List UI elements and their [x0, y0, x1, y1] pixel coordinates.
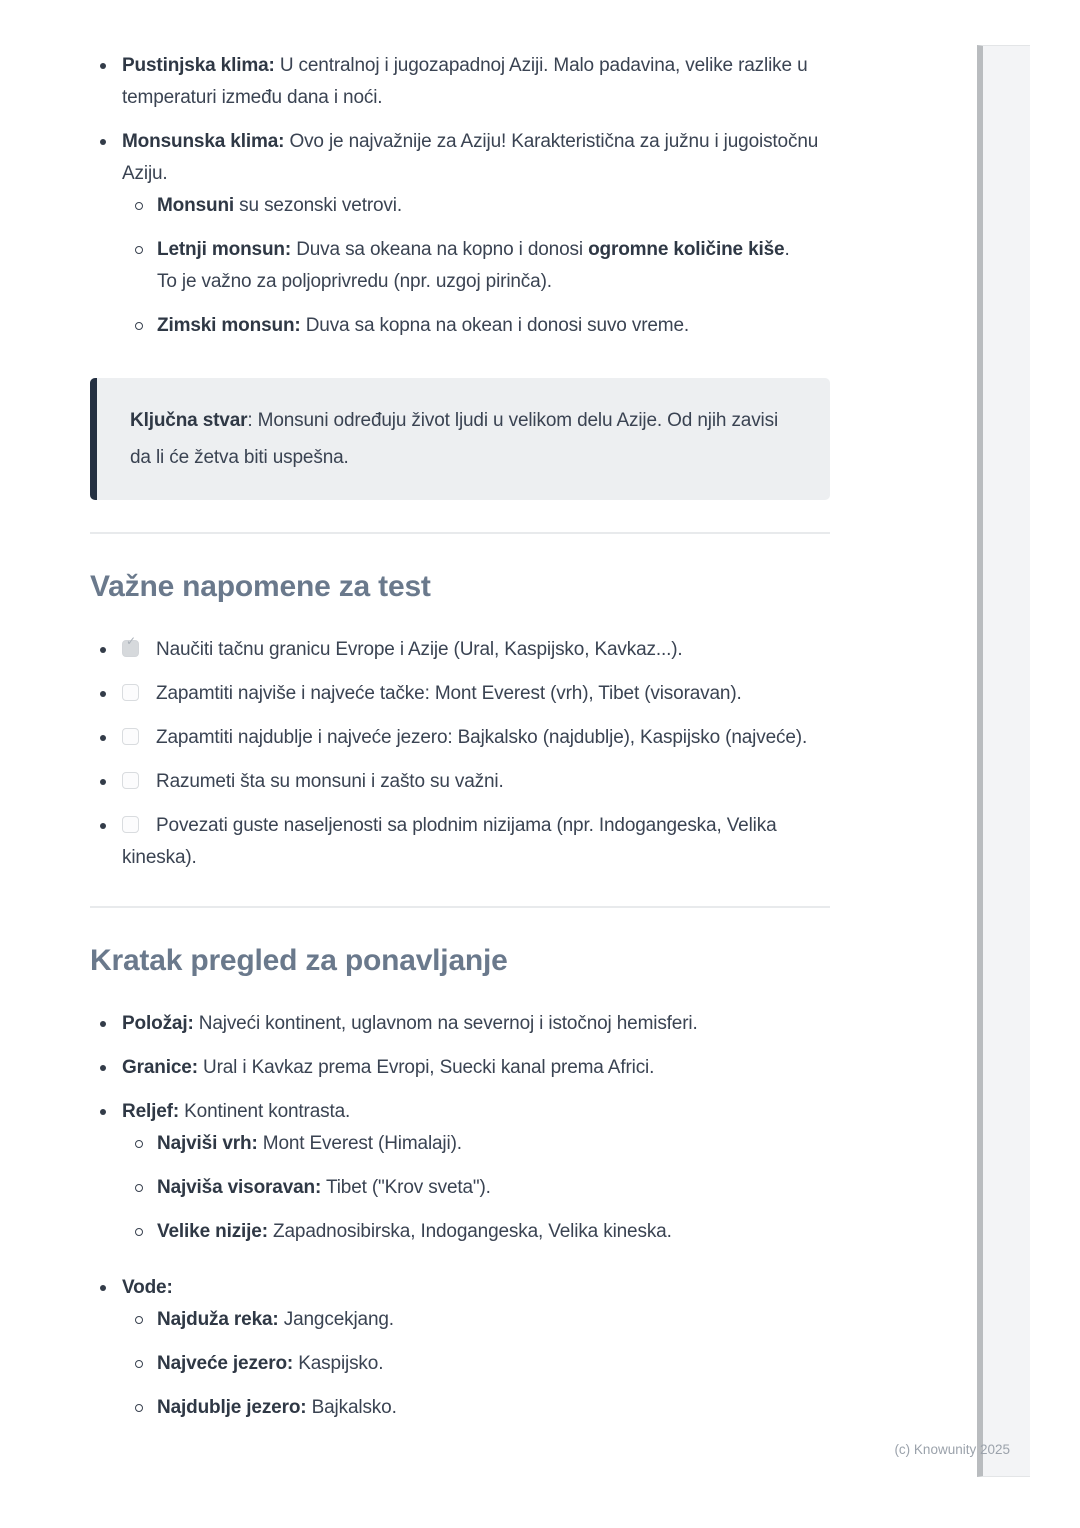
- term-label: Najviša visoravan:: [157, 1177, 322, 1198]
- list-item-text: [157, 1172, 802, 1204]
- circle-bullet-icon: [122, 1304, 157, 1336]
- checklist-item: [90, 766, 830, 798]
- list-item-najduza-reka: [122, 1304, 830, 1336]
- section-divider: [90, 532, 830, 534]
- monsoon-sublist: [122, 190, 830, 342]
- list-item-text: [157, 1348, 802, 1380]
- checklist-item: [90, 810, 830, 874]
- circle-bullet-icon: [122, 190, 157, 222]
- term-text: U centralnoj i jugozapadnoj Aziji. Malo padavina, velike razlike u temperaturi između dana i noći.: [122, 55, 808, 108]
- test-notes-checklist: [90, 634, 830, 874]
- list-item-granice: [90, 1052, 830, 1084]
- checklist-item: [90, 678, 830, 710]
- circle-bullet-icon: [122, 1216, 157, 1248]
- section-heading-test-notes: Važne napomene za test: [90, 570, 431, 603]
- circle-bullet-icon: [122, 310, 157, 342]
- bullet-icon: [90, 50, 122, 114]
- bullet-icon: [90, 678, 122, 710]
- checkbox[interactable]: [122, 816, 139, 833]
- term-text: Zapadnosibirska, Indogangeska, Velika kineska.: [267, 1221, 672, 1242]
- checkbox[interactable]: [122, 772, 139, 789]
- bullet-icon: [90, 810, 122, 874]
- list-item-text: [157, 1128, 802, 1160]
- bullet-icon: [90, 126, 122, 354]
- list-item-letnji-monsun: [122, 234, 830, 298]
- list-item-text: [157, 190, 802, 222]
- circle-bullet-icon: [122, 1348, 157, 1380]
- list-item-pustinjska-klima: [90, 50, 830, 114]
- list-item-vode: [90, 1272, 830, 1436]
- bullet-icon: [90, 766, 122, 798]
- review-list: [90, 1008, 830, 1436]
- term-text: Najveći kontinent, uglavnom na severnoj i istočnoj hemisferi.: [193, 1013, 698, 1034]
- checklist-item: [90, 722, 830, 754]
- term-text: Kontinent kontrasta.: [179, 1101, 351, 1122]
- checklist-item-text: Zapamtiti najviše i najveće tačke: Mont Everest (vrh), Tibet (visoravan).: [156, 683, 742, 704]
- list-item-zimski-monsun: [122, 310, 830, 342]
- term-text: Ovo je najvažnije za Aziju! Karakteristična za južnu i jugoistočnu Aziju.: [122, 131, 819, 184]
- term-label: Monsunska klima:: [122, 131, 285, 152]
- term-label: Granice:: [122, 1057, 198, 1078]
- list-item-text: [157, 310, 802, 342]
- checkbox[interactable]: [122, 684, 139, 701]
- term-text: su sezonski vetrovi.: [234, 195, 402, 216]
- term-label: Zimski monsun:: [157, 315, 301, 336]
- term-text: Jangcekjang.: [278, 1309, 394, 1330]
- term-label: Najdublje jezero:: [157, 1397, 307, 1418]
- list-item-text: [122, 1272, 830, 1436]
- list-item-text: [122, 1008, 830, 1040]
- checkbox[interactable]: [122, 640, 139, 657]
- list-item-najdublje-jezero: [122, 1392, 830, 1424]
- section-heading-review: Kratak pregled za ponavljanje: [90, 944, 508, 977]
- list-item-text: [157, 1304, 802, 1336]
- checklist-item-content: [122, 722, 830, 754]
- list-item-polozaj: [90, 1008, 830, 1040]
- list-item-najvece-jezero: [122, 1348, 830, 1380]
- copyright-notice: (c) Knowunity 2025: [894, 1442, 1010, 1457]
- bullet-icon: [90, 1052, 122, 1084]
- term-text: Duva sa okeana na kopno i donosi: [291, 239, 589, 260]
- bullet-icon: [90, 1008, 122, 1040]
- list-item-text: [122, 50, 830, 114]
- list-item-monsuni: [122, 190, 830, 222]
- list-item-text: [157, 1216, 802, 1248]
- list-item-text: [122, 126, 830, 354]
- term-label: Najveće jezero:: [157, 1353, 294, 1374]
- checklist-item-content: [122, 678, 830, 710]
- term-label: Vode:: [122, 1277, 173, 1298]
- term-text: Tibet ("Krov sveta").: [321, 1177, 491, 1198]
- circle-bullet-icon: [122, 234, 157, 298]
- key-point-callout: [90, 378, 830, 500]
- scrollbar-track[interactable]: [977, 45, 1030, 1477]
- list-item-text: [122, 1096, 830, 1260]
- callout-label: Ključna stvar: [130, 410, 248, 431]
- term-text: Duva sa kopna na okean i donosi suvo vreme.: [300, 315, 690, 336]
- checklist-item: [90, 634, 830, 666]
- bullet-icon: [90, 1272, 122, 1436]
- list-item-text: [122, 1052, 830, 1084]
- list-item-velike-nizije: [122, 1216, 830, 1248]
- term-text: Kaspijsko.: [293, 1353, 384, 1374]
- document-page: [90, 50, 830, 1448]
- term-text: Bajkalsko.: [306, 1397, 397, 1418]
- term-label: Najviši vrh:: [157, 1133, 258, 1154]
- checklist-item-content: [122, 810, 830, 874]
- term-text: . To je važno za poljoprivredu (npr. uzgoj pirinča).: [157, 239, 790, 292]
- circle-bullet-icon: [122, 1172, 157, 1204]
- term-label: Pustinjska klima:: [122, 55, 275, 76]
- term-label: Reljef:: [122, 1101, 180, 1122]
- circle-bullet-icon: [122, 1128, 157, 1160]
- term-label: Velike nizije:: [157, 1221, 268, 1242]
- emphasis-text: ogromne količine kiše: [588, 239, 785, 260]
- checklist-item-text: Naučiti tačnu granicu Evrope i Azije (Ural, Kaspijsko, Kavkaz...).: [156, 639, 683, 660]
- bullet-icon: [90, 722, 122, 754]
- checklist-item-text: Razumeti šta su monsuni i zašto su važni.: [156, 771, 504, 792]
- list-item-text: [157, 1392, 802, 1424]
- term-label: Najduža reka:: [157, 1309, 279, 1330]
- term-text: Ural i Kavkaz prema Evropi, Suecki kanal prema Africi.: [197, 1057, 655, 1078]
- list-item-najvisa-visoravan: [122, 1172, 830, 1204]
- term-label: Položaj:: [122, 1013, 194, 1034]
- checklist-item-content: [122, 766, 830, 798]
- checklist-item-text: Povezati guste naseljenosti sa plodnim nizijama (npr. Indogangeska, Velika kineska).: [122, 815, 777, 868]
- checklist-item-text: Zapamtiti najdublje i najveće jezero: Bajkalsko (najdublje), Kaspijsko (najveće).: [156, 727, 808, 748]
- term-label: Monsuni: [157, 195, 235, 216]
- list-item-najvisi-vrh: [122, 1128, 830, 1160]
- list-item-monsunska-klima: [90, 126, 830, 354]
- vode-sublist: [122, 1304, 830, 1424]
- bullet-icon: [90, 634, 122, 666]
- circle-bullet-icon: [122, 1392, 157, 1424]
- term-text: Mont Everest (Himalaji).: [257, 1133, 462, 1154]
- checkbox[interactable]: [122, 728, 139, 745]
- list-item-reljef: [90, 1096, 830, 1260]
- term-label: Letnji monsun:: [157, 239, 292, 260]
- list-item-text: [157, 234, 802, 298]
- checklist-item-content: [122, 634, 830, 666]
- callout-text: : Monsuni određuju život ljudi u velikom delu Azije. Od njih zavisi da li će žetva biti uspešna.: [130, 410, 779, 468]
- section-divider: [90, 906, 830, 908]
- bullet-icon: [90, 1096, 122, 1260]
- climate-list: [90, 50, 830, 354]
- reljef-sublist: [122, 1128, 830, 1248]
